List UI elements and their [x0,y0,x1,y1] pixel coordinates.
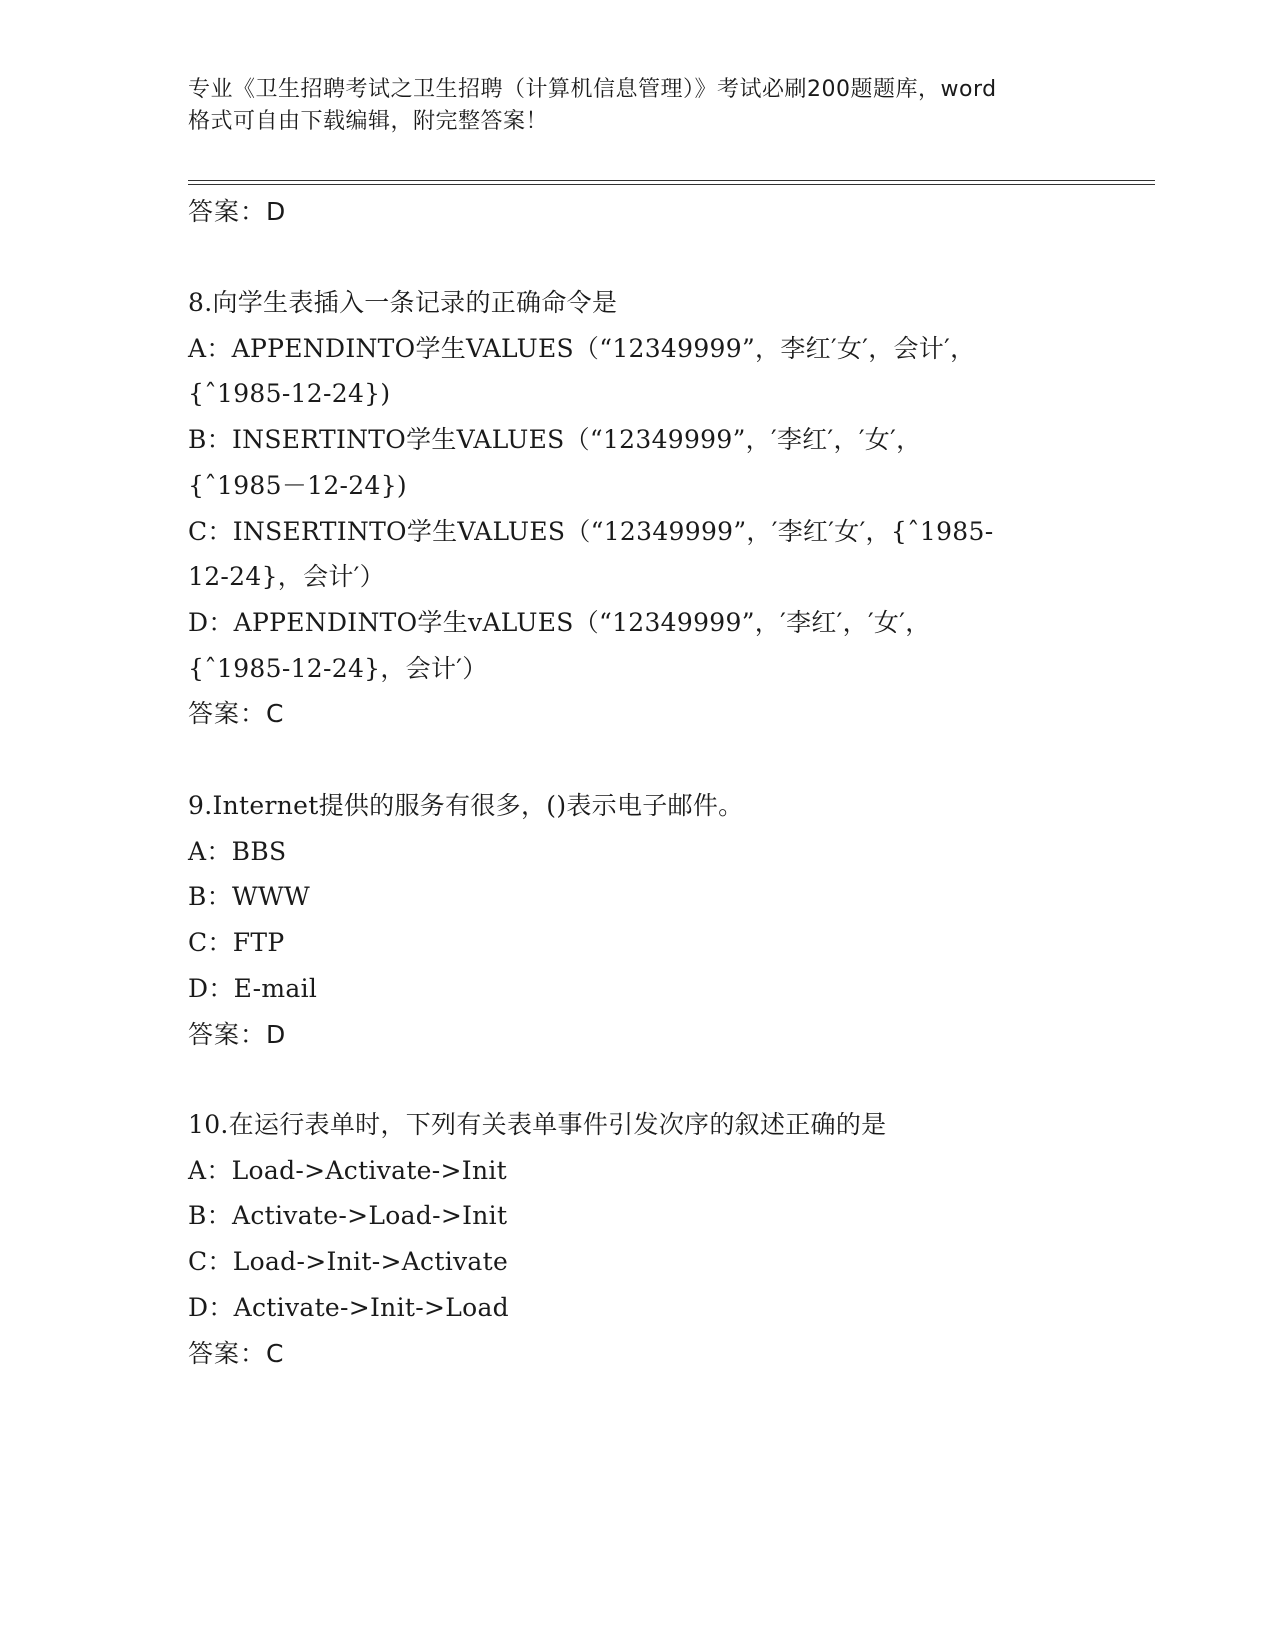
answer-label: 答案：C [188,1338,285,1368]
page-header [188,74,1088,138]
option-line: A：Load->Activate->Init [188,1155,507,1185]
option-line: D：E-mail [188,973,318,1003]
option-line: B：WWW [188,882,310,912]
question-text: 8.向学生表插入一条记录的正确命令是 [188,288,618,317]
option-line: D：APPENDINTO学生vALUES（“12349999”，′李红′，′女′， [188,607,931,637]
option-line: B：Activate->Load->Init [188,1201,508,1231]
option-line: {ˆ1985-12-24}) [188,379,391,409]
option-line: D：Activate->Init->Load [188,1292,509,1322]
option-line: C：FTP [188,928,285,958]
header-line: 专业《卫生招聘考试之卫生招聘（计算机信息管理）》考试必刷200题题库，word [188,77,997,102]
option-line: {ˆ1985-12-24}，会计′） [188,653,488,683]
option-line: {ˆ1985－12-24}) [188,470,407,500]
previous-answer-block [188,189,1148,234]
question-text: 9.Internet提供的服务有很多，()表示电子邮件。 [188,791,744,820]
question-block [188,783,1148,1057]
question-text: 10.在运行表单时，下列有关表单事件引发次序的叙述正确的是 [188,1110,887,1139]
option-line: A：APPENDINTO学生VALUES（“12349999”，李红′女′，会计′， [188,333,976,363]
option-line: 12-24}，会计′） [188,562,385,592]
option-line: A：BBS [188,836,287,866]
option-line: B：INSERTINTO学生VALUES（“12349999”，′李红′，′女′， [188,425,922,455]
answer-label: 答案：D [188,1019,287,1049]
answer-label: 答案：C [188,699,285,729]
header-line: 格式可自由下载编辑，附完整答案！ [188,109,549,134]
question-block [188,1102,1148,1376]
option-line: C：INSERTINTO学生VALUES（“12349999”，′李红′女′，{ˆ1985- [188,516,994,546]
header-divider [188,180,1155,185]
answer-label: 答案：D [188,197,287,226]
option-line: C：Load->Init->Activate [188,1247,509,1277]
question-block [188,280,1148,736]
